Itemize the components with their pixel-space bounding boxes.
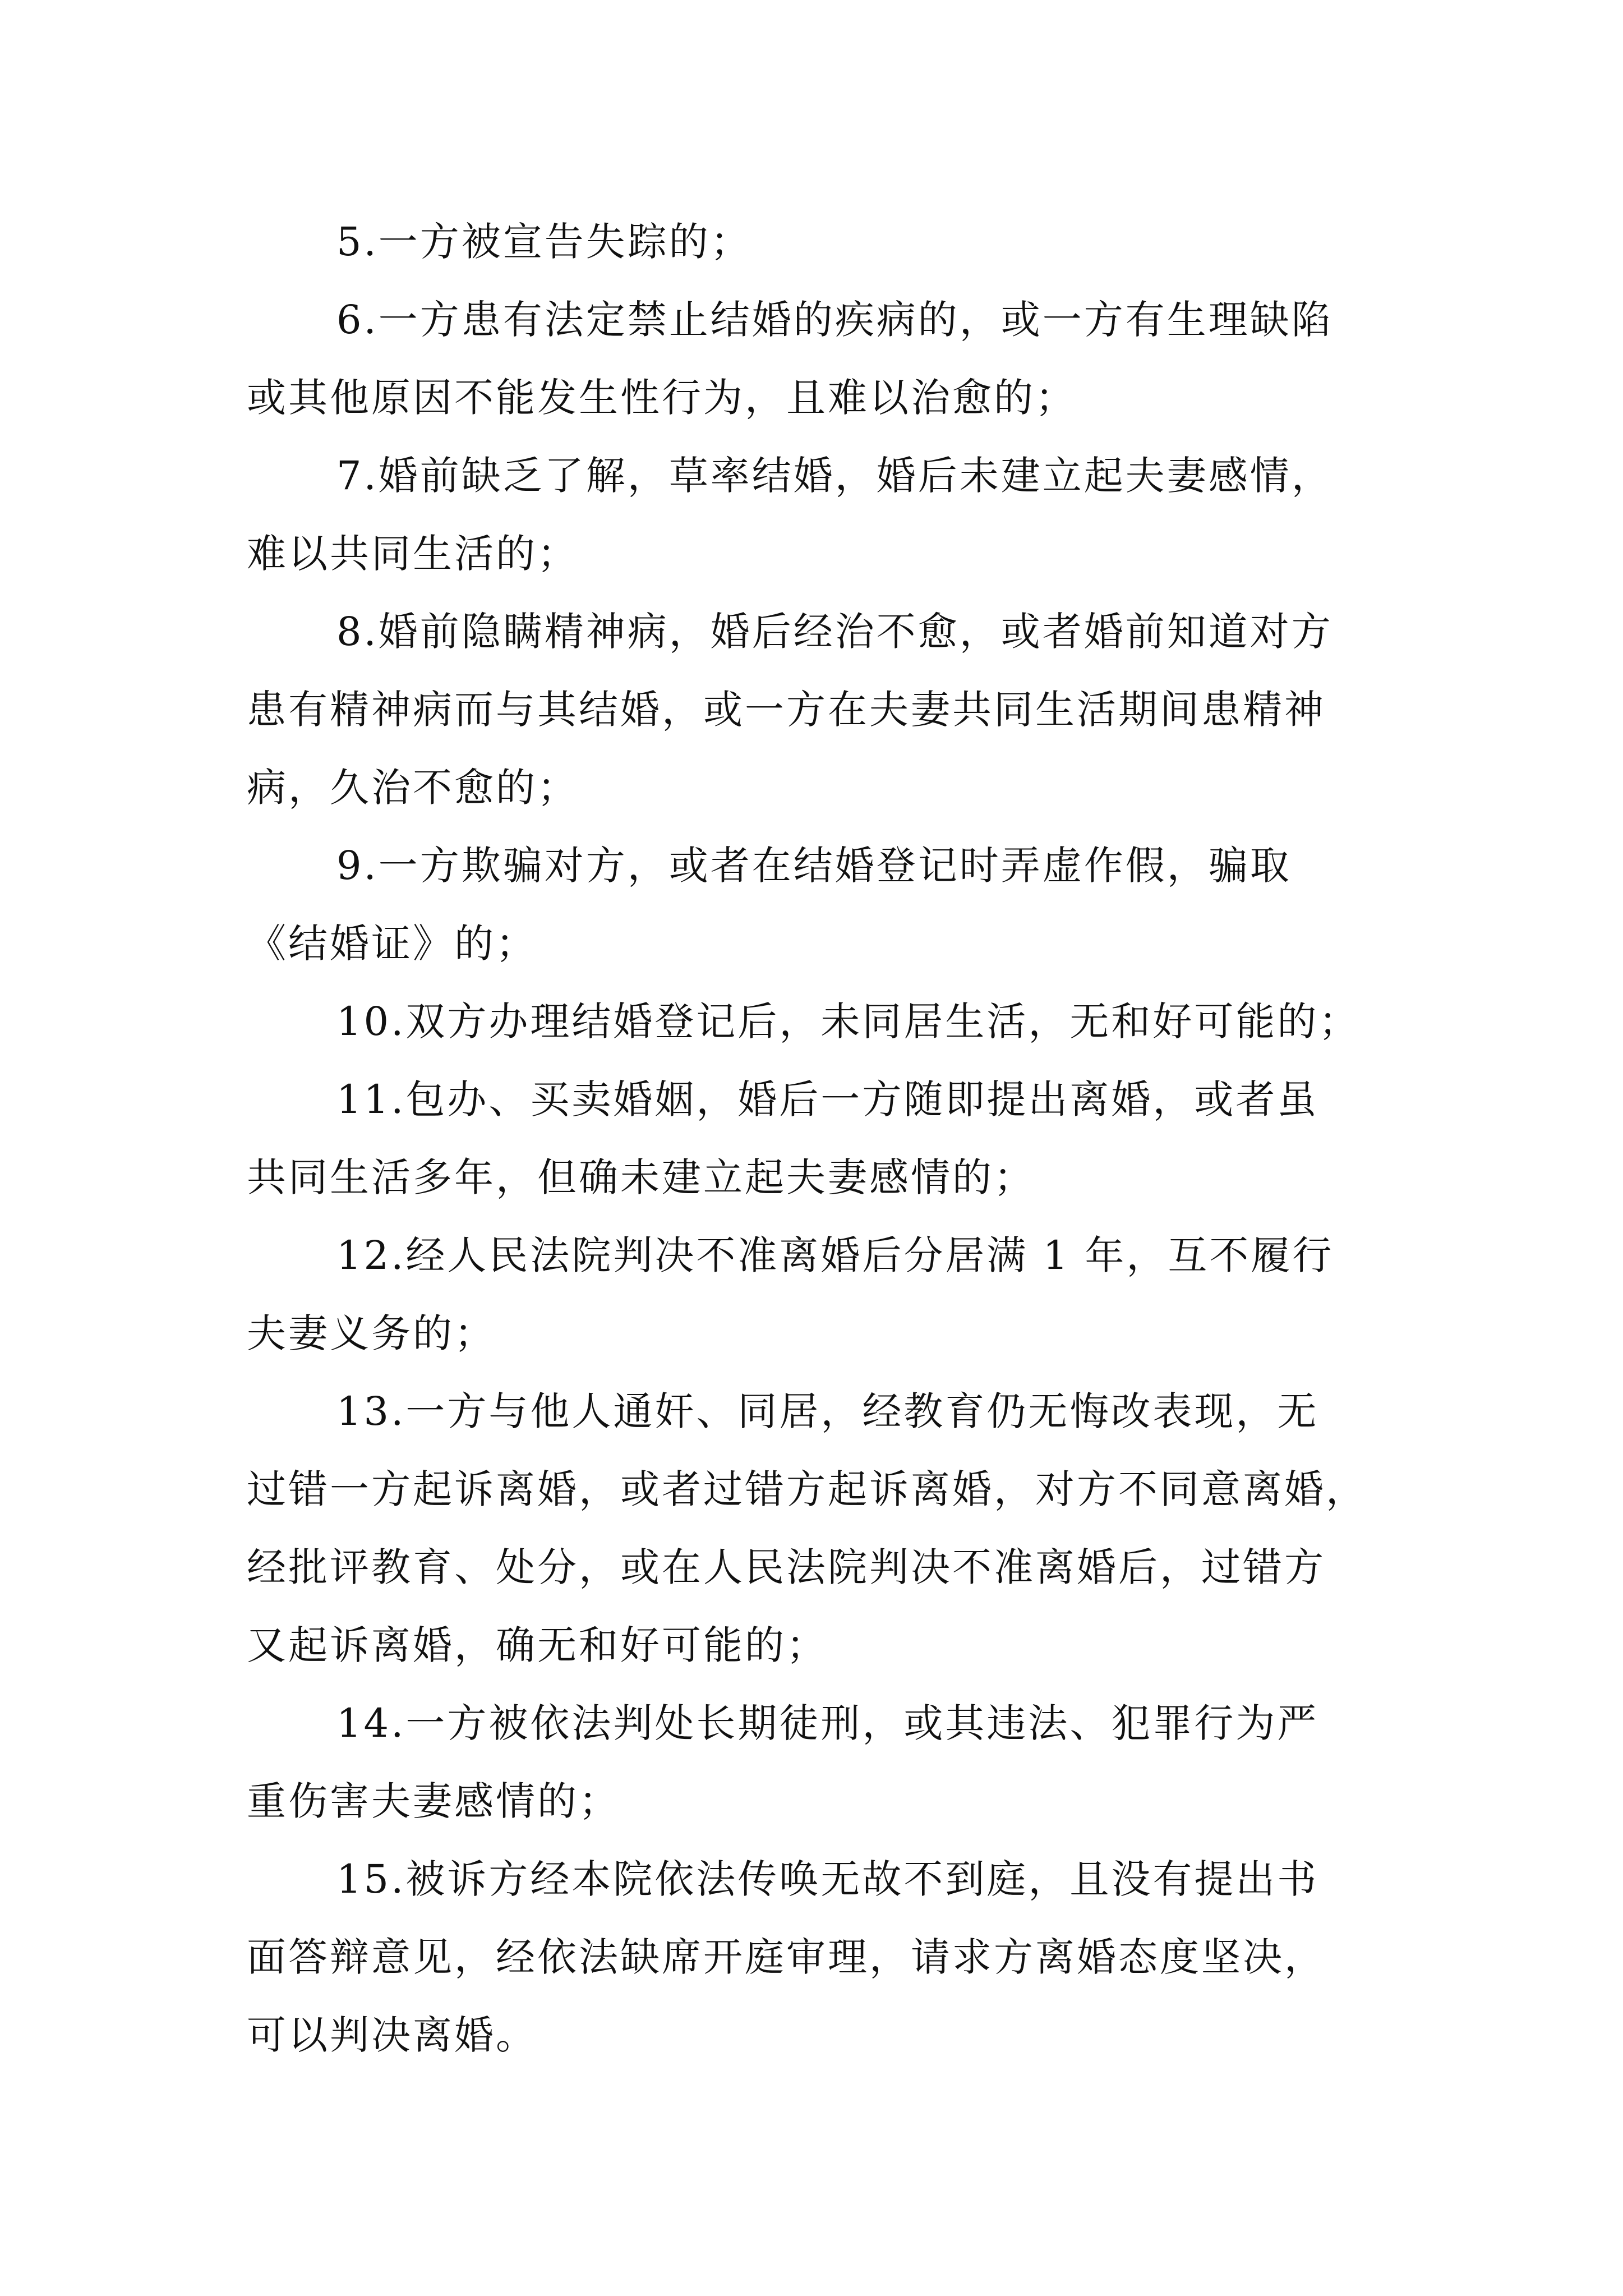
paragraph-5-line-1: 5.一方被宣告失踪的； (336, 219, 752, 265)
paragraph-12-line-2: 夫妻义务的； (247, 1310, 496, 1356)
paragraph-8-line-1: 8.婚前隐瞒精神病，婚后经治不愈，或者婚前知道对方 (336, 609, 1333, 655)
paragraph-15-line-2: 面答辩意见，经依法缺席开庭审理，请求方离婚态度坚决， (247, 1934, 1326, 1980)
paragraph-6-line-2: 或其他原因不能发生性行为，且难以治愈的； (247, 375, 1077, 421)
paragraph-11-line-2: 共同生活多年，但确未建立起夫妻感情的； (247, 1154, 1035, 1200)
paragraph-14-line-2: 重伤害夫妻感情的； (247, 1778, 620, 1824)
paragraph-7-line-1: 7.婚前缺乏了解，草率结婚，婚后未建立起夫妻感情， (336, 453, 1333, 499)
paragraph-10-line-1: 10.双方办理结婚登记后，未同居生活，无和好可能的； (336, 999, 1361, 1045)
paragraph-12-line-1: 12.经人民法院判决不准离婚后分居满 1 年，互不履行 (336, 1232, 1334, 1278)
paragraph-11-line-1: 11.包办、买卖婚姻，婚后一方随即提出离婚，或者虽 (336, 1076, 1319, 1122)
paragraph-13-line-3: 经批评教育、处分，或在人民法院判决不准离婚后，过错方 (247, 1544, 1326, 1590)
paragraph-8-line-3: 病，久治不愈的； (247, 765, 579, 811)
paragraph-7-line-2: 难以共同生活的； (247, 531, 579, 577)
paragraph-13-line-1: 13.一方与他人通奸、同居，经教育仍无悔改表现，无 (336, 1388, 1319, 1434)
paragraph-15-line-3: 可以判决离婚。 (247, 2012, 537, 2058)
paragraph-9-line-2: 《结婚证》的； (247, 921, 537, 967)
document-body (247, 203, 1389, 2074)
paragraph-9-line-1: 9.一方欺骗对方，或者在结婚登记时弄虚作假，骗取 (336, 843, 1292, 889)
paragraph-14-line-1: 14.一方被依法判处长期徒刑，或其违法、犯罪行为严 (336, 1700, 1319, 1746)
paragraph-8-line-2: 患有精神病而与其结婚，或一方在夫妻共同生活期间患精神 (247, 687, 1326, 733)
paragraph-13-line-4: 又起诉离婚，确无和好可能的； (247, 1622, 828, 1668)
paragraph-15-line-1: 15.被诉方经本院依法传唤无故不到庭，且没有提出书 (336, 1856, 1319, 1902)
paragraph-13-line-2: 过错一方起诉离婚，或者过错方起诉离婚，对方不同意离婚， (247, 1466, 1367, 1512)
paragraph-6-line-1: 6.一方患有法定禁止结婚的疾病的，或一方有生理缺陷 (336, 297, 1333, 343)
